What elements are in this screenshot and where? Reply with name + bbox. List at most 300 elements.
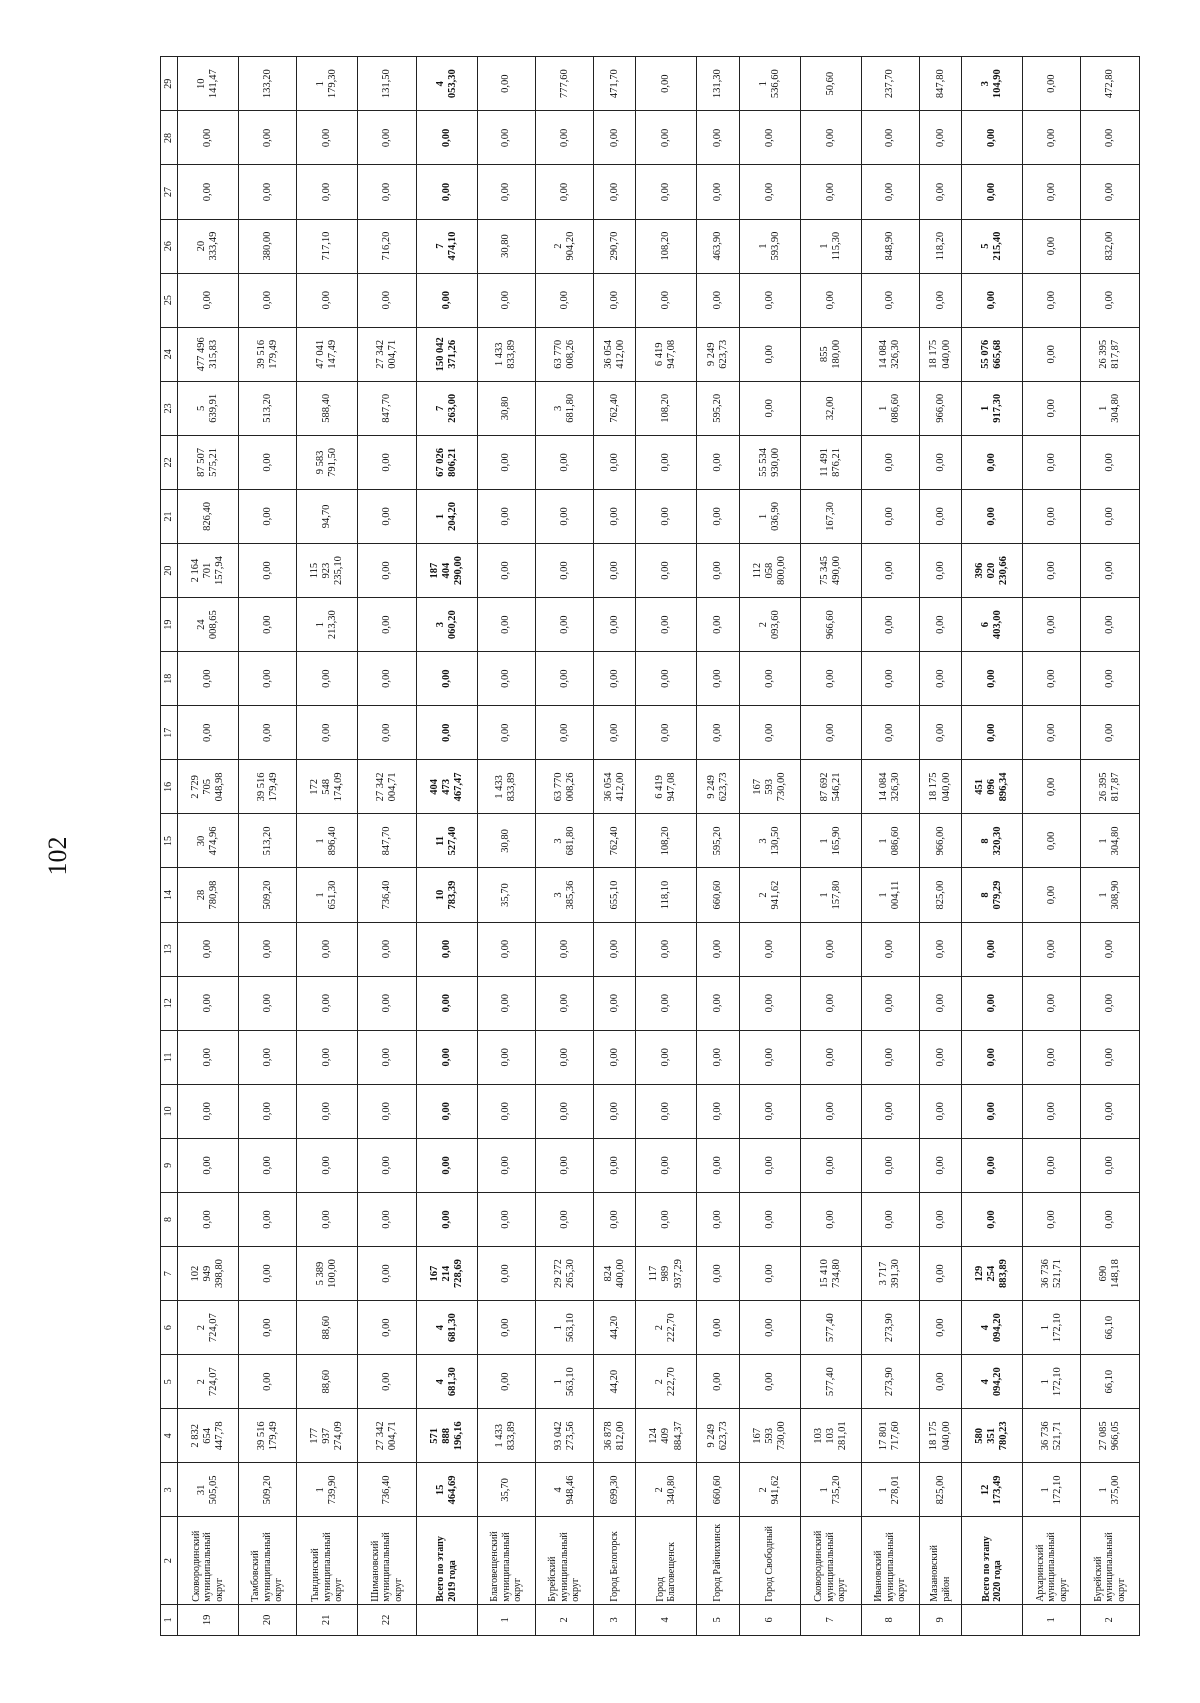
- value-cell: 0,00: [297, 165, 358, 219]
- value-cell: 0,00: [739, 327, 800, 381]
- value-cell: 0,00: [297, 976, 358, 1030]
- value-cell: 0,00: [297, 1192, 358, 1246]
- value-cell: 1 304,80: [1081, 381, 1140, 435]
- value-cell: 75 345 490,00: [800, 544, 861, 598]
- value-cell: 0,00: [800, 1030, 861, 1084]
- value-cell: 103 103 281,01: [800, 1409, 861, 1463]
- value-cell: 32,00: [800, 381, 861, 435]
- value-cell: 273,90: [861, 1301, 919, 1355]
- value-cell: 0,00: [861, 111, 919, 165]
- value-cell: 0,00: [297, 111, 358, 165]
- value-cell: 477 496 315,83: [178, 327, 239, 381]
- value-cell: 30,80: [477, 219, 535, 273]
- value-cell: 0,00: [358, 1355, 416, 1409]
- value-cell: 736,40: [358, 1463, 416, 1517]
- value-cell: 0,00: [416, 652, 477, 706]
- value-cell: 0,00: [1081, 652, 1140, 706]
- value-cell: 0,00: [477, 1192, 535, 1246]
- value-cell: 1 157,80: [800, 868, 861, 922]
- value-cell: 0,00: [697, 544, 739, 598]
- value-cell: 0,00: [800, 922, 861, 976]
- value-cell: 0,00: [1081, 489, 1140, 543]
- value-cell: 129 254 883,89: [962, 1247, 1023, 1301]
- value-cell: 26 395 817,87: [1081, 760, 1140, 814]
- value-cell: 10 141,47: [178, 57, 239, 111]
- table-row: [697, 57, 739, 1636]
- value-cell: 0,00: [800, 976, 861, 1030]
- value-cell: 0,00: [1023, 1084, 1081, 1138]
- value-cell: 2 832 654 447,78: [178, 1409, 239, 1463]
- column-number-cell: 8: [161, 1192, 178, 1246]
- value-cell: 6 419 947,08: [636, 760, 697, 814]
- value-cell: 0,00: [1023, 976, 1081, 1030]
- value-cell: 0,00: [1023, 652, 1081, 706]
- value-cell: 0,00: [535, 111, 593, 165]
- value-cell: 94,70: [297, 489, 358, 543]
- value-cell: 0,00: [636, 1138, 697, 1192]
- value-cell: 15 410 734,80: [800, 1247, 861, 1301]
- value-cell: 4 053,30: [416, 57, 477, 111]
- value-cell: 1 172,10: [1023, 1463, 1081, 1517]
- municipality-name-cell: Ивановский муниципальный округ: [861, 1517, 919, 1604]
- value-cell: 595,20: [697, 814, 739, 868]
- value-cell: 0,00: [238, 598, 296, 652]
- value-cell: 39 516 179,49: [238, 760, 296, 814]
- value-cell: 67 026 806,21: [416, 435, 477, 489]
- value-cell: 5 389 100,00: [297, 1247, 358, 1301]
- value-cell: 0,00: [861, 1084, 919, 1138]
- value-cell: 0,00: [178, 1192, 239, 1246]
- value-cell: 15 464,69: [416, 1463, 477, 1517]
- value-cell: 577,40: [800, 1355, 861, 1409]
- value-cell: 0,00: [477, 598, 535, 652]
- value-cell: 150 042 371,26: [416, 327, 477, 381]
- value-cell: 11 527,40: [416, 814, 477, 868]
- value-cell: 1 036,90: [739, 489, 800, 543]
- value-cell: 0,00: [1081, 1138, 1140, 1192]
- value-cell: 1 536,60: [739, 57, 800, 111]
- value-cell: 0,00: [178, 1084, 239, 1138]
- value-cell: 1 086,60: [861, 814, 919, 868]
- value-cell: 0,00: [636, 111, 697, 165]
- value-cell: 0,00: [1081, 1084, 1140, 1138]
- value-cell: 0,00: [535, 598, 593, 652]
- value-cell: 3 681,80: [535, 814, 593, 868]
- value-cell: 736,40: [358, 868, 416, 922]
- value-cell: 0,00: [739, 273, 800, 327]
- value-cell: 0,00: [178, 273, 239, 327]
- data-table: [160, 56, 1140, 1636]
- value-cell: 39 516 179,49: [238, 1409, 296, 1463]
- value-cell: 117 989 937,29: [636, 1247, 697, 1301]
- column-number-cell: 9: [161, 1138, 178, 1192]
- value-cell: 0,00: [178, 111, 239, 165]
- value-cell: 24 008,65: [178, 598, 239, 652]
- value-cell: 0,00: [962, 976, 1023, 1030]
- row-number-cell: [416, 1604, 477, 1635]
- value-cell: 172 548 174,09: [297, 760, 358, 814]
- value-cell: 0,00: [594, 652, 636, 706]
- value-cell: 0,00: [297, 1138, 358, 1192]
- value-cell: 0,00: [238, 165, 296, 219]
- value-cell: 0,00: [1023, 868, 1081, 922]
- value-cell: 0,00: [800, 652, 861, 706]
- value-cell: 660,60: [697, 1463, 739, 1517]
- row-number-cell: 2: [1081, 1604, 1140, 1635]
- value-cell: 0,00: [861, 1030, 919, 1084]
- value-cell: 1 204,20: [416, 489, 477, 543]
- value-cell: 0,00: [416, 706, 477, 760]
- value-cell: 404 473 467,47: [416, 760, 477, 814]
- value-cell: 0,00: [636, 57, 697, 111]
- value-cell: 0,00: [416, 922, 477, 976]
- municipality-name-cell: Город Райчихинск: [697, 1517, 739, 1604]
- value-cell: 777,60: [535, 57, 593, 111]
- value-cell: 1 179,30: [297, 57, 358, 111]
- table-row: [297, 57, 358, 1636]
- value-cell: 699,30: [594, 1463, 636, 1517]
- municipality-name-cell: Мазановский район: [919, 1517, 961, 1604]
- value-cell: 8 079,29: [962, 868, 1023, 922]
- value-cell: 0,00: [919, 111, 961, 165]
- municipality-name-cell: Архаринский муниципальный округ: [1023, 1517, 1081, 1604]
- value-cell: 5 215,40: [962, 219, 1023, 273]
- value-cell: 0,00: [919, 922, 961, 976]
- value-cell: 966,00: [919, 381, 961, 435]
- value-cell: 0,00: [477, 273, 535, 327]
- value-cell: 717,10: [297, 219, 358, 273]
- table-row: [594, 57, 636, 1636]
- value-cell: 655,10: [594, 868, 636, 922]
- value-cell: 0,00: [919, 1192, 961, 1246]
- value-cell: 0,00: [962, 1192, 1023, 1246]
- value-cell: 4 094,20: [962, 1355, 1023, 1409]
- row-number-cell: 3: [594, 1604, 636, 1635]
- value-cell: 580 351 780,23: [962, 1409, 1023, 1463]
- value-cell: 1 086,60: [861, 381, 919, 435]
- value-cell: 0,00: [416, 1030, 477, 1084]
- value-cell: 88,60: [297, 1355, 358, 1409]
- value-cell: 0,00: [178, 706, 239, 760]
- value-cell: 0,00: [697, 1138, 739, 1192]
- value-cell: 0,00: [962, 489, 1023, 543]
- value-cell: 0,00: [477, 111, 535, 165]
- value-cell: 0,00: [1081, 922, 1140, 976]
- value-cell: 36 878 812,00: [594, 1409, 636, 1463]
- value-cell: 0,00: [178, 976, 239, 1030]
- value-cell: 0,00: [535, 1030, 593, 1084]
- value-cell: 167 214 728,69: [416, 1247, 477, 1301]
- value-cell: 0,00: [477, 165, 535, 219]
- table-total-row: [962, 57, 1023, 1636]
- value-cell: 0,00: [800, 1138, 861, 1192]
- value-cell: 0,00: [535, 165, 593, 219]
- value-cell: 762,40: [594, 381, 636, 435]
- value-cell: 1 115,30: [800, 219, 861, 273]
- value-cell: 7 474,10: [416, 219, 477, 273]
- value-cell: 0,00: [178, 1030, 239, 1084]
- value-cell: 17 801 717,60: [861, 1409, 919, 1463]
- value-cell: 832,00: [1081, 219, 1140, 273]
- value-cell: 0,00: [1023, 544, 1081, 598]
- value-cell: 0,00: [919, 598, 961, 652]
- value-cell: 0,00: [535, 922, 593, 976]
- value-cell: 0,00: [962, 1084, 1023, 1138]
- value-cell: 30 474,96: [178, 814, 239, 868]
- value-cell: 0,00: [238, 1247, 296, 1301]
- value-cell: 0,00: [477, 976, 535, 1030]
- value-cell: 0,00: [861, 976, 919, 1030]
- value-cell: 0,00: [358, 922, 416, 976]
- page-number: 102: [43, 836, 72, 876]
- value-cell: 0,00: [636, 489, 697, 543]
- value-cell: 0,00: [1081, 435, 1140, 489]
- value-cell: 1 433 833,89: [477, 327, 535, 381]
- value-cell: 0,00: [1023, 1030, 1081, 1084]
- column-number-cell: 25: [161, 273, 178, 327]
- value-cell: 0,00: [535, 435, 593, 489]
- column-number-cell: 10: [161, 1084, 178, 1138]
- value-cell: 0,00: [238, 1192, 296, 1246]
- row-number-cell: 5: [697, 1604, 739, 1635]
- value-cell: 0,00: [238, 489, 296, 543]
- value-cell: 0,00: [1023, 381, 1081, 435]
- value-cell: 0,00: [962, 1138, 1023, 1192]
- value-cell: 0,00: [861, 165, 919, 219]
- value-cell: 0,00: [1023, 57, 1081, 111]
- value-cell: 1 172,10: [1023, 1355, 1081, 1409]
- value-cell: 0,00: [594, 598, 636, 652]
- value-cell: 44,20: [594, 1355, 636, 1409]
- value-cell: 0,00: [1023, 598, 1081, 652]
- table-row: [535, 57, 593, 1636]
- value-cell: 1 375,00: [1081, 1463, 1140, 1517]
- value-cell: 1 563,10: [535, 1301, 593, 1355]
- value-cell: 1 165,90: [800, 814, 861, 868]
- value-cell: 28 780,98: [178, 868, 239, 922]
- value-cell: 131,50: [358, 57, 416, 111]
- value-cell: 0,00: [636, 598, 697, 652]
- value-cell: 0,00: [358, 1247, 416, 1301]
- value-cell: 88,60: [297, 1301, 358, 1355]
- value-cell: 0,00: [1023, 435, 1081, 489]
- value-cell: 826,40: [178, 489, 239, 543]
- value-cell: 9 583 791,50: [297, 435, 358, 489]
- value-cell: 0,00: [1023, 760, 1081, 814]
- value-cell: 0,00: [1081, 165, 1140, 219]
- value-cell: 1 172,10: [1023, 1301, 1081, 1355]
- value-cell: 0,00: [739, 922, 800, 976]
- value-cell: 0,00: [358, 273, 416, 327]
- row-number-cell: 22: [358, 1604, 416, 1635]
- value-cell: 0,00: [477, 652, 535, 706]
- value-cell: 50,60: [800, 57, 861, 111]
- value-cell: 0,00: [962, 435, 1023, 489]
- value-cell: 0,00: [636, 976, 697, 1030]
- value-cell: 0,00: [238, 706, 296, 760]
- value-cell: 0,00: [739, 165, 800, 219]
- column-number-cell: 1: [161, 1604, 178, 1635]
- value-cell: 0,00: [697, 1247, 739, 1301]
- value-cell: 7 263,00: [416, 381, 477, 435]
- value-cell: 30,80: [477, 381, 535, 435]
- value-cell: 0,00: [1081, 598, 1140, 652]
- value-cell: 36 054 412,00: [594, 760, 636, 814]
- value-cell: 27 342 004,71: [358, 1409, 416, 1463]
- value-cell: 847,70: [358, 381, 416, 435]
- municipality-name-cell: Благовещенский муниципальный округ: [477, 1517, 535, 1604]
- value-cell: 0,00: [238, 435, 296, 489]
- value-cell: 0,00: [1023, 1138, 1081, 1192]
- value-cell: 0,00: [535, 652, 593, 706]
- municipality-name-cell: Бурейский муниципальный округ: [1081, 1517, 1140, 1604]
- value-cell: 0,00: [800, 1192, 861, 1246]
- table-body: [178, 57, 1140, 1636]
- value-cell: 0,00: [477, 1355, 535, 1409]
- value-cell: 471,70: [594, 57, 636, 111]
- value-cell: 0,00: [962, 165, 1023, 219]
- value-cell: 847,80: [919, 57, 961, 111]
- value-cell: 1 563,10: [535, 1355, 593, 1409]
- value-cell: 63 770 008,26: [535, 327, 593, 381]
- value-cell: 0,00: [1023, 111, 1081, 165]
- value-cell: 0,00: [636, 544, 697, 598]
- value-cell: 0,00: [477, 1030, 535, 1084]
- value-cell: 595,20: [697, 381, 739, 435]
- value-cell: 0,00: [358, 1138, 416, 1192]
- column-number-cell: 4: [161, 1409, 178, 1463]
- value-cell: 0,00: [535, 1084, 593, 1138]
- value-cell: 14 084 326,30: [861, 327, 919, 381]
- value-cell: 690 148,18: [1081, 1247, 1140, 1301]
- table-row: [477, 57, 535, 1636]
- value-cell: 0,00: [238, 544, 296, 598]
- value-cell: 0,00: [358, 598, 416, 652]
- value-cell: 0,00: [861, 1192, 919, 1246]
- value-cell: 577,40: [800, 1301, 861, 1355]
- table-row: [358, 57, 416, 1636]
- value-cell: 9 249 623,73: [697, 760, 739, 814]
- value-cell: 0,00: [594, 544, 636, 598]
- value-cell: 1 651,30: [297, 868, 358, 922]
- row-number-cell: 9: [919, 1604, 961, 1635]
- row-number-cell: 20: [238, 1604, 296, 1635]
- municipality-name-cell: Сковородинский муниципальный округ: [178, 1517, 239, 1604]
- value-cell: 0,00: [238, 1355, 296, 1409]
- value-cell: 1 278,01: [861, 1463, 919, 1517]
- value-cell: 118,20: [919, 219, 961, 273]
- table-total-row: [416, 57, 477, 1636]
- value-cell: 0,00: [297, 652, 358, 706]
- value-cell: 0,00: [297, 706, 358, 760]
- value-cell: 0,00: [477, 1138, 535, 1192]
- table-row: [178, 57, 239, 1636]
- row-number-cell: 2: [535, 1604, 593, 1635]
- column-number-cell: 15: [161, 814, 178, 868]
- value-cell: 0,00: [1023, 706, 1081, 760]
- value-cell: 0,00: [697, 922, 739, 976]
- value-cell: 0,00: [238, 111, 296, 165]
- column-number-cell: 7: [161, 1247, 178, 1301]
- value-cell: 0,00: [416, 165, 477, 219]
- value-cell: 4 681,30: [416, 1355, 477, 1409]
- value-cell: 0,00: [861, 544, 919, 598]
- value-cell: 108,20: [636, 814, 697, 868]
- value-cell: 0,00: [416, 976, 477, 1030]
- value-cell: 0,00: [919, 652, 961, 706]
- table-row: [1081, 57, 1140, 1636]
- value-cell: 36 054 412,00: [594, 327, 636, 381]
- value-cell: 0,00: [861, 706, 919, 760]
- value-cell: 39 516 179,49: [238, 327, 296, 381]
- value-cell: 177 937 274,09: [297, 1409, 358, 1463]
- value-cell: 0,00: [697, 652, 739, 706]
- value-cell: 0,00: [919, 706, 961, 760]
- value-cell: 0,00: [358, 706, 416, 760]
- value-cell: 0,00: [739, 652, 800, 706]
- value-cell: 2 164 701 157,94: [178, 544, 239, 598]
- value-cell: 825,00: [919, 868, 961, 922]
- value-cell: 0,00: [962, 706, 1023, 760]
- value-cell: 3 385,36: [535, 868, 593, 922]
- value-cell: 1 735,20: [800, 1463, 861, 1517]
- municipality-name-cell: Шимановский муниципальный округ: [358, 1517, 416, 1604]
- value-cell: 463,90: [697, 219, 739, 273]
- value-cell: 0,00: [697, 111, 739, 165]
- value-cell: 55 076 665,68: [962, 327, 1023, 381]
- value-cell: 27 342 004,71: [358, 760, 416, 814]
- value-cell: 762,40: [594, 814, 636, 868]
- value-cell: 0,00: [535, 706, 593, 760]
- value-cell: 27 342 004,71: [358, 327, 416, 381]
- value-cell: 35,70: [477, 868, 535, 922]
- value-cell: 571 888 196,16: [416, 1409, 477, 1463]
- value-cell: 660,60: [697, 868, 739, 922]
- value-cell: 825,00: [919, 1463, 961, 1517]
- value-cell: 0,00: [1023, 219, 1081, 273]
- value-cell: 0,00: [594, 922, 636, 976]
- value-cell: 1 593,90: [739, 219, 800, 273]
- value-cell: 2 222,70: [636, 1301, 697, 1355]
- row-number-cell: 1: [477, 1604, 535, 1635]
- value-cell: 0,00: [178, 1138, 239, 1192]
- value-cell: 1 308,90: [1081, 868, 1140, 922]
- column-number-cell: 5: [161, 1355, 178, 1409]
- value-cell: 0,00: [697, 165, 739, 219]
- value-cell: 0,00: [919, 489, 961, 543]
- value-cell: 0,00: [594, 435, 636, 489]
- value-cell: 0,00: [919, 435, 961, 489]
- value-cell: 0,00: [594, 1192, 636, 1246]
- value-cell: 0,00: [739, 1247, 800, 1301]
- value-cell: 0,00: [636, 165, 697, 219]
- value-cell: 0,00: [535, 273, 593, 327]
- municipality-name-cell: Тамбовский муниципальный округ: [238, 1517, 296, 1604]
- value-cell: 0,00: [1081, 273, 1140, 327]
- value-cell: 2 941,62: [739, 868, 800, 922]
- column-number-cell: 13: [161, 922, 178, 976]
- value-cell: 0,00: [739, 706, 800, 760]
- value-cell: 2 724,07: [178, 1355, 239, 1409]
- value-cell: 2 904,20: [535, 219, 593, 273]
- value-cell: 0,00: [739, 1301, 800, 1355]
- value-cell: 0,00: [861, 1138, 919, 1192]
- value-cell: 6 403,00: [962, 598, 1023, 652]
- value-cell: 0,00: [800, 706, 861, 760]
- table-row: [800, 57, 861, 1636]
- column-number-cell: 6: [161, 1301, 178, 1355]
- value-cell: 0,00: [919, 976, 961, 1030]
